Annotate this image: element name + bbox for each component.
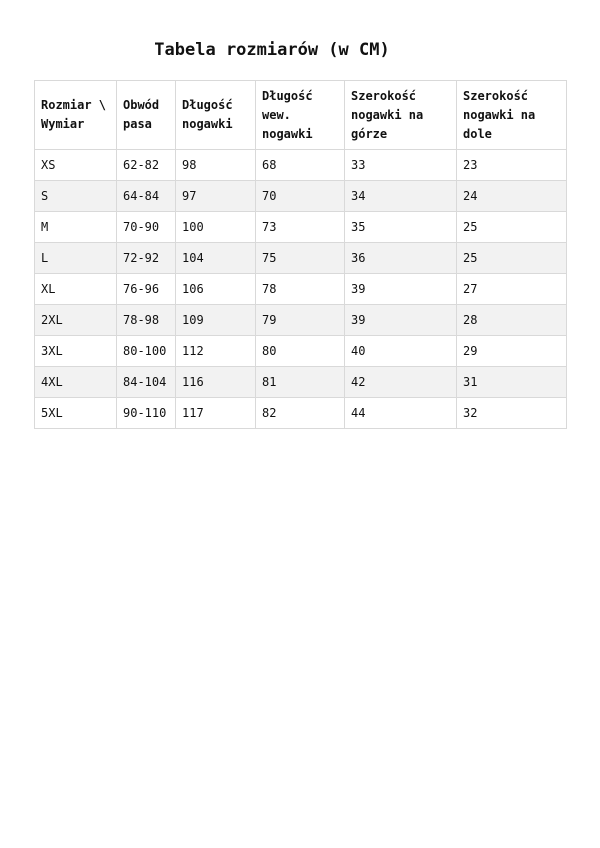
header-leg-width-top: Szerokość nogawki na górze bbox=[345, 81, 457, 150]
cell-leg-width-bottom: 29 bbox=[457, 336, 567, 367]
cell-leg-width-top: 36 bbox=[345, 243, 457, 274]
cell-waist: 80-100 bbox=[117, 336, 176, 367]
table-row bbox=[35, 398, 567, 429]
cell-leg-width-top: 35 bbox=[345, 212, 457, 243]
cell-leg-width-bottom: 28 bbox=[457, 305, 567, 336]
table-row bbox=[35, 212, 567, 243]
cell-leg-width-top: 39 bbox=[345, 274, 457, 305]
cell-leg-length: 112 bbox=[176, 336, 256, 367]
cell-leg-width-bottom: 25 bbox=[457, 243, 567, 274]
cell-leg-length: 106 bbox=[176, 274, 256, 305]
table-row bbox=[35, 243, 567, 274]
table-row bbox=[35, 336, 567, 367]
header-inner-leg-length: Długość wew. nogawki bbox=[256, 81, 345, 150]
cell-size: M bbox=[35, 212, 117, 243]
cell-waist: 90-110 bbox=[117, 398, 176, 429]
cell-waist: 70-90 bbox=[117, 212, 176, 243]
cell-inner-leg-length: 70 bbox=[256, 181, 345, 212]
cell-leg-width-bottom: 25 bbox=[457, 212, 567, 243]
table-row bbox=[35, 150, 567, 181]
cell-leg-length: 109 bbox=[176, 305, 256, 336]
cell-inner-leg-length: 68 bbox=[256, 150, 345, 181]
cell-inner-leg-length: 79 bbox=[256, 305, 345, 336]
cell-size: XS bbox=[35, 150, 117, 181]
cell-leg-width-bottom: 23 bbox=[457, 150, 567, 181]
cell-leg-length: 104 bbox=[176, 243, 256, 274]
cell-waist: 62-82 bbox=[117, 150, 176, 181]
cell-size: 3XL bbox=[35, 336, 117, 367]
cell-leg-width-top: 40 bbox=[345, 336, 457, 367]
cell-leg-length: 100 bbox=[176, 212, 256, 243]
cell-waist: 76-96 bbox=[117, 274, 176, 305]
cell-leg-width-top: 34 bbox=[345, 181, 457, 212]
cell-inner-leg-length: 78 bbox=[256, 274, 345, 305]
cell-waist: 84-104 bbox=[117, 367, 176, 398]
table-header-row bbox=[35, 81, 567, 150]
header-leg-length: Długość nogawki bbox=[176, 81, 256, 150]
cell-size: 5XL bbox=[35, 398, 117, 429]
cell-leg-width-bottom: 31 bbox=[457, 367, 567, 398]
cell-leg-length: 97 bbox=[176, 181, 256, 212]
cell-leg-width-bottom: 32 bbox=[457, 398, 567, 429]
cell-inner-leg-length: 80 bbox=[256, 336, 345, 367]
cell-waist: 72-92 bbox=[117, 243, 176, 274]
table-row bbox=[35, 274, 567, 305]
header-leg-width-bottom: Szerokość nogawki na dole bbox=[457, 81, 567, 150]
page-title: Tabela rozmiarów (w CM) bbox=[154, 40, 390, 60]
cell-inner-leg-length: 82 bbox=[256, 398, 345, 429]
cell-size: 4XL bbox=[35, 367, 117, 398]
cell-leg-width-top: 42 bbox=[345, 367, 457, 398]
cell-leg-width-top: 44 bbox=[345, 398, 457, 429]
cell-size: XL bbox=[35, 274, 117, 305]
cell-leg-width-top: 33 bbox=[345, 150, 457, 181]
table-body bbox=[35, 150, 567, 429]
table-row bbox=[35, 305, 567, 336]
cell-leg-width-bottom: 24 bbox=[457, 181, 567, 212]
cell-waist: 64-84 bbox=[117, 181, 176, 212]
cell-leg-length: 98 bbox=[176, 150, 256, 181]
cell-leg-width-top: 39 bbox=[345, 305, 457, 336]
table-row bbox=[35, 367, 567, 398]
cell-leg-length: 116 bbox=[176, 367, 256, 398]
cell-size: L bbox=[35, 243, 117, 274]
cell-size: 2XL bbox=[35, 305, 117, 336]
cell-inner-leg-length: 75 bbox=[256, 243, 345, 274]
header-waist: Obwód pasa bbox=[117, 81, 176, 150]
size-table bbox=[34, 80, 567, 429]
cell-size: S bbox=[35, 181, 117, 212]
cell-leg-length: 117 bbox=[176, 398, 256, 429]
cell-leg-width-bottom: 27 bbox=[457, 274, 567, 305]
header-size: Rozmiar \ Wymiar bbox=[35, 81, 117, 150]
cell-inner-leg-length: 73 bbox=[256, 212, 345, 243]
cell-waist: 78-98 bbox=[117, 305, 176, 336]
cell-inner-leg-length: 81 bbox=[256, 367, 345, 398]
table-row bbox=[35, 181, 567, 212]
